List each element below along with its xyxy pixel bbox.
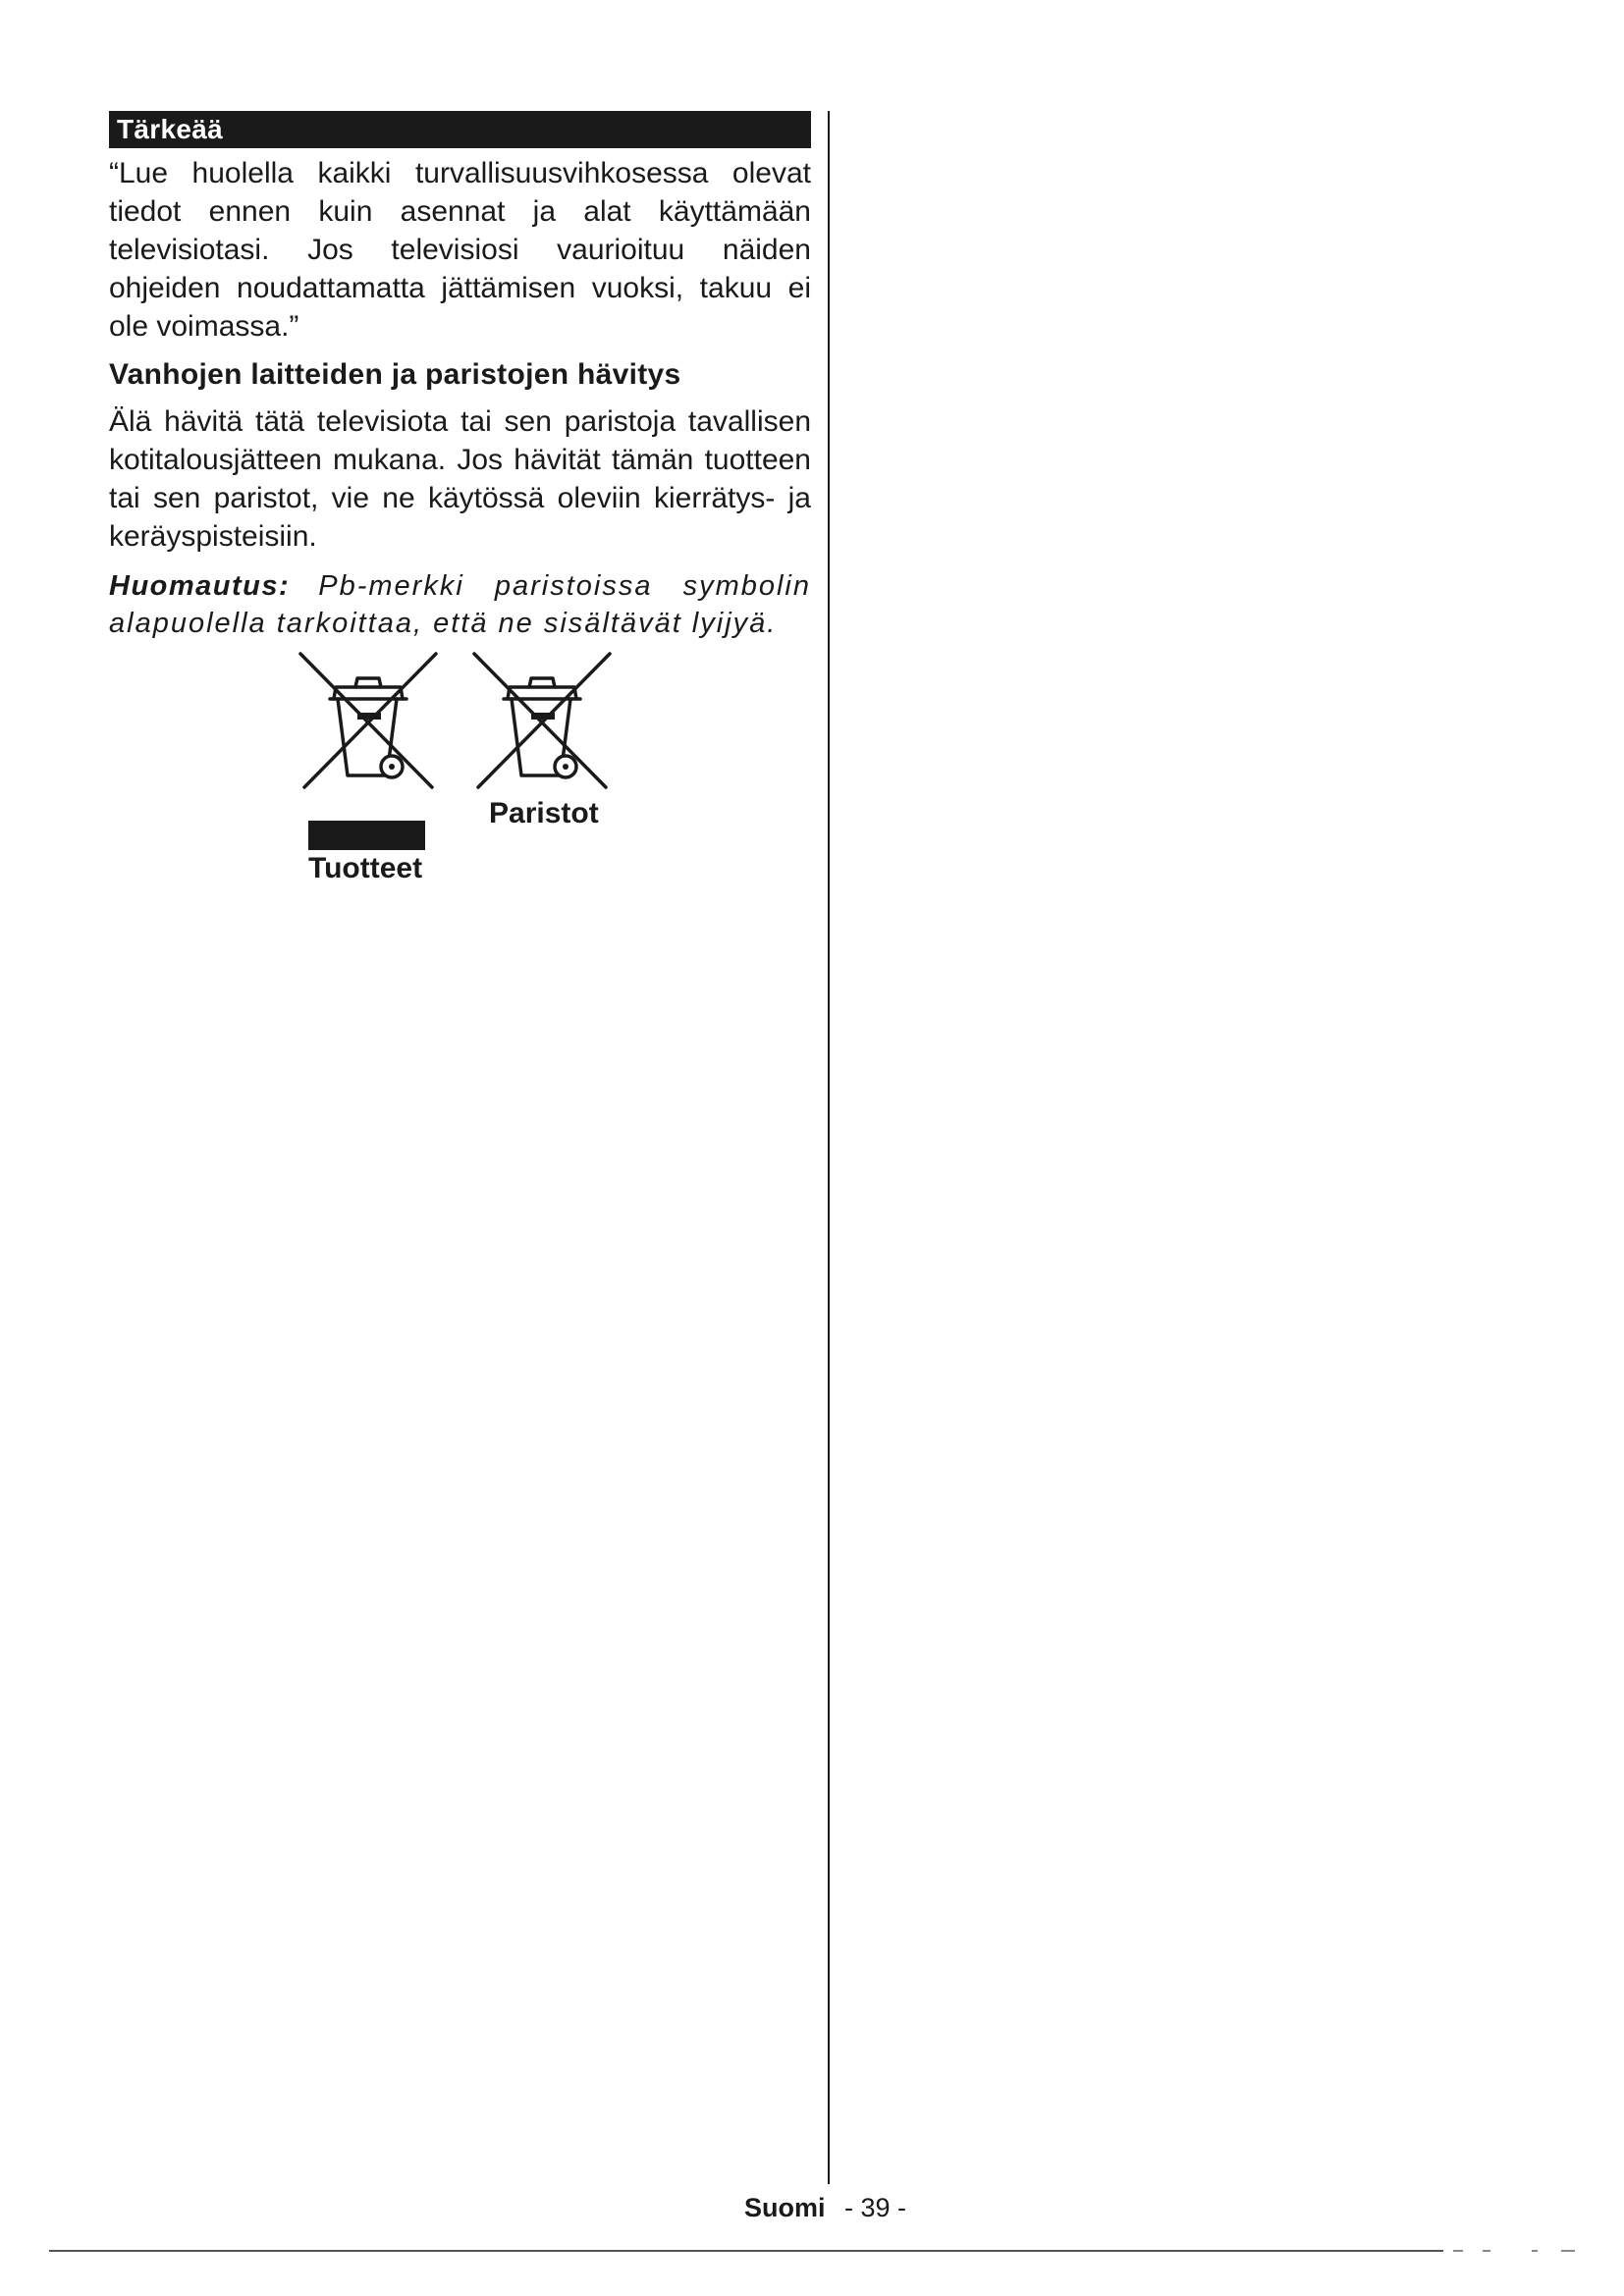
footer-rule-dash	[1532, 2250, 1538, 2252]
column-divider	[828, 111, 830, 2184]
intro-paragraph: “Lue huolella kaikki turvallisuusvihkosessa olevat tiedot ennen kuin asennat ja alat käyttämään televisiotasi. Jos televisiosi vaurioituu näiden ohjeiden noudattamatta jättämisen vuoksi, takuu ei ole voimassa.”	[109, 157, 811, 343]
section-title-bar: Tärkeää	[109, 111, 811, 148]
left-column	[109, 111, 811, 642]
disposal-heading: Vanhojen laitteiden ja paristojen hävitys	[109, 358, 681, 391]
footer-rule-dash	[1483, 2250, 1490, 2252]
note-label: Huomautus:	[109, 570, 291, 602]
footer-rule-dash	[1561, 2250, 1575, 2252]
products-bin-icon	[295, 648, 442, 795]
disposal-paragraph: Älä hävitä tätä televisiota tai sen paristoja tavallisen kotitalousjätteen mukana. Jos hävität tämän tuotteen tai sen paristot, vie ne käytössä oleviin kierrätys- ja keräyspisteisiin.	[109, 405, 811, 553]
products-marking-bar	[308, 821, 425, 850]
footer-rule-dash	[1453, 2250, 1463, 2252]
note-text: Pb-merkki paristoissa symbolin alapuolella tarkoittaa, että ne sisältävät lyijyä.	[109, 570, 811, 639]
batteries-label: Paristot	[489, 797, 599, 829]
note-paragraph	[109, 567, 811, 642]
footer-page-number: - 39 -	[844, 2193, 907, 2222]
batteries-bin-icon	[468, 648, 616, 795]
footer-rule	[49, 2250, 1443, 2252]
footer-language: Suomi	[744, 2193, 826, 2222]
products-label: Tuotteet	[308, 852, 423, 884]
